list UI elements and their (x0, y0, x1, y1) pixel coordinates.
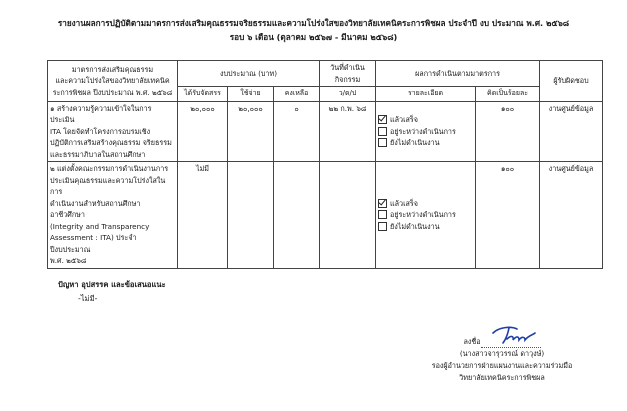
header-date-format: ว/ด/ป (320, 87, 376, 102)
checkbox-empty-icon (378, 138, 387, 147)
report-table (47, 60, 603, 269)
percent-cell: ๑๐๐ (476, 101, 540, 162)
status-option-in-progress: อยู่ระหว่างดำเนินการ (378, 126, 473, 138)
status-option-done: แล้วเสร็จ (378, 198, 473, 210)
status-cell (376, 162, 476, 269)
allocated-cell: ๒๐,๐๐๐ (178, 101, 228, 162)
signer-name: (นางสาวจารุวรรณ์ ดาวุงษ์) (459, 349, 545, 358)
checkbox-checked-icon (378, 115, 387, 124)
problems-text: -ไม่มี- (78, 294, 98, 303)
signature-block (392, 320, 612, 384)
header-date: วันที่ดำเนิน กิจกรรม (320, 61, 376, 87)
handwritten-signature-icon (481, 321, 541, 347)
responsible-cell: งานศูนย์ข้อมูล (540, 101, 603, 162)
status-option-not-started: ยังไม่ดำเนินงาน (378, 221, 473, 233)
signature-line (392, 320, 612, 348)
header-budget: งบประมาณ (บาท) (178, 61, 320, 87)
spent-cell: ๒๐,๐๐๐ (228, 101, 274, 162)
sign-label: ลงชื่อ (463, 337, 481, 346)
table-row (48, 162, 603, 269)
checkbox-checked-icon (378, 199, 387, 208)
remaining-cell (274, 162, 320, 269)
responsible-cell: งานศูนย์ข้อมูล (540, 162, 603, 269)
header-details: รายละเอียด (376, 87, 476, 102)
status-cell (376, 101, 476, 162)
signer-org: วิทยาลัยเทคนิคระการพิชผล (459, 373, 545, 382)
table-row (48, 101, 603, 162)
spent-cell (228, 162, 274, 269)
header-budget-remaining: คงเหลือ (274, 87, 320, 102)
checkbox-empty-icon (378, 210, 387, 219)
measure-cell: ๑ สร้างความรู้ความเข้าใจในการประเมิน ITA โดยจัดทำโครงการอบรมเชิง ปฏิบัติการเสริมสร้างคุณธรรม จริยธรรม และธรรมาภิบาลในสถานศึกษา (48, 101, 178, 162)
checkbox-empty-icon (378, 127, 387, 136)
status-option-done: แล้วเสร็จ (378, 114, 473, 126)
header-budget-allocated: ได้รับจัดสรร (178, 87, 228, 102)
header-budget-spent: ใช้จ่าย (228, 87, 274, 102)
report-title (0, 16, 627, 44)
percent-cell: ๑๐๐ (476, 162, 540, 269)
table-header-row (48, 61, 603, 87)
header-responsible: ผู้รับผิดชอบ (540, 61, 603, 102)
signature-area (481, 321, 541, 348)
measure-cell: ๒ แต่งตั้งคณะกรรมการดำเนินงานการ ประเมินคุณธรรมและความโปร่งใสในการ ดำเนินงานสำหรับสถานศึกษาอาชีวศึกษา (Integrity and Transparency Assessment : ITA) ประจำปีงบประมาณ พ.ศ. ๒๕๖๘ (48, 162, 178, 269)
header-results: ผลการดำเนินตามมาตรการ (376, 61, 540, 87)
status-option-in-progress: อยู่ระหว่างดำเนินการ (378, 209, 473, 221)
allocated-cell: ไม่มี (178, 162, 228, 269)
report-title-line2: รอบ ๖ เดือน (ตุลาคม ๒๕๖๗ - มีนาคม ๒๕๖๘) (229, 32, 398, 42)
checkbox-empty-icon (378, 222, 387, 231)
header-measure: มาตรการส่งเสริมคุณธรรม และความโปร่งใสของวิทยาลัยเทคนิค ระการพิชผล ปีงบประมาณ พ.ศ. ๒๕๖๘ (48, 61, 178, 102)
header-percent: คิดเป็นร้อยละ (476, 87, 540, 102)
remaining-cell: ๐ (274, 101, 320, 162)
problems-section (58, 278, 166, 306)
date-cell (320, 162, 376, 269)
signer-position: รองผู้อำนวยการฝ่ายแผนงานและความร่วมมือ (431, 361, 573, 370)
problems-heading: ปัญหา อุปสรรค และข้อเสนอแนะ (58, 280, 166, 289)
date-cell: ๒๒ ก.พ. ๖๘ (320, 101, 376, 162)
status-option-not-started: ยังไม่ดำเนินงาน (378, 137, 473, 149)
report-title-line1: รายงานผลการปฏิบัติตามมาตรการส่งเสริมคุณธรรมจริยธรรมและความโปร่งใสของวิทยาลัยเทคนิคระการพิชผล ประจำปี งบ ประมาณ พ.ศ. ๒๕๖๘ (57, 18, 570, 28)
